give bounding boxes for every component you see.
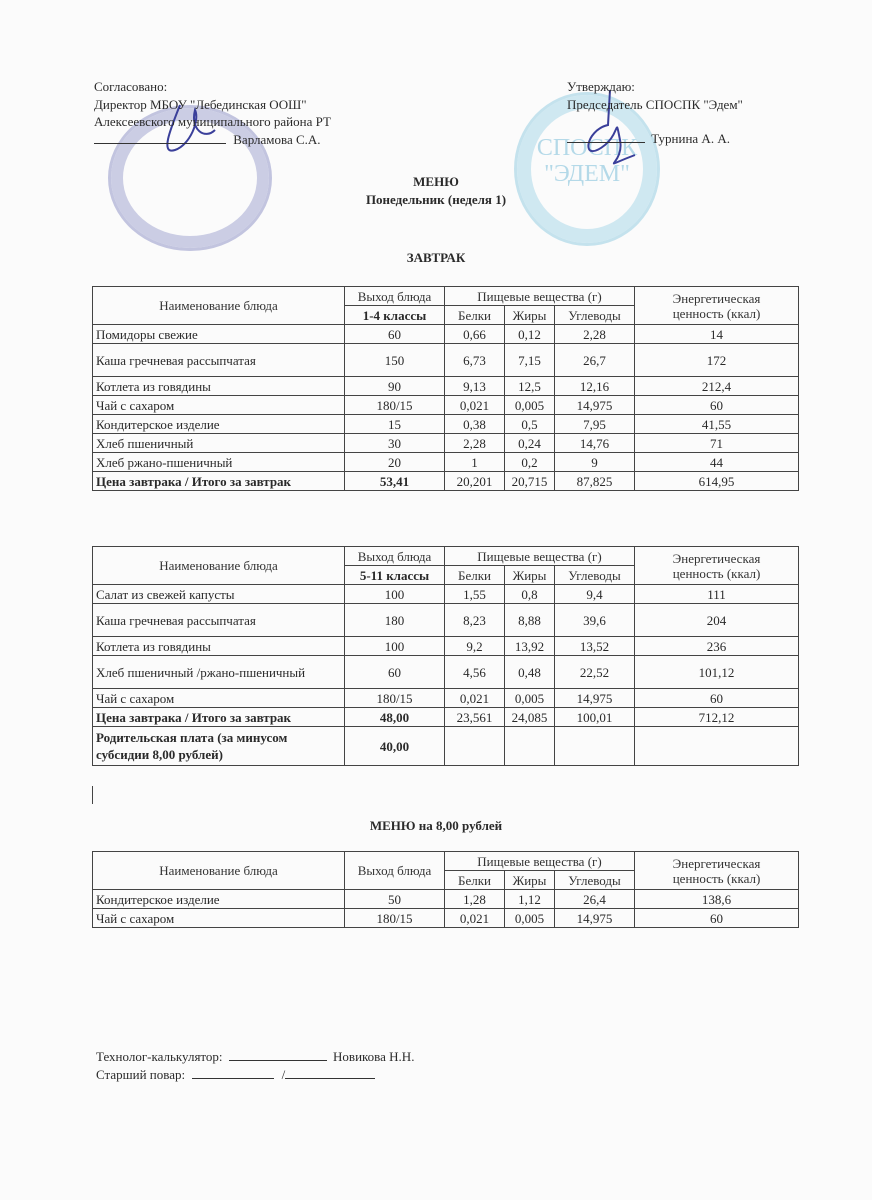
cell-name: Хлеб пшеничный (93, 434, 345, 453)
cell-carbs: 14,975 (555, 396, 635, 415)
cell-name: Чай с сахаром (93, 396, 345, 415)
cell-fat: 0,8 (505, 585, 555, 604)
header-fat: Жиры (505, 871, 555, 890)
header-yield: Выход блюда (345, 852, 445, 890)
table-row (93, 604, 799, 637)
cell-energy: 212,4 (635, 377, 799, 396)
cell-yield: 60 (345, 656, 445, 689)
cell-energy: 44 (635, 453, 799, 472)
table-row (93, 344, 799, 377)
section-title: ЗАВТРАК (406, 250, 466, 265)
cell-carbs: 12,16 (555, 377, 635, 396)
cell-energy: 41,55 (635, 415, 799, 434)
signature-blank (94, 131, 226, 144)
header-protein: Белки (445, 566, 505, 585)
header-carbs: Углеводы (555, 871, 635, 890)
approval-left-label: Согласовано: (94, 79, 168, 94)
cell-name: Чай с сахаром (93, 689, 345, 708)
approval-right-signatory: Турнина А. А. (651, 131, 730, 146)
header-nutrients: Пищевые вещества (г) (445, 287, 635, 306)
table-row (93, 689, 799, 708)
cell-carbs: 14,975 (555, 689, 635, 708)
footer-signatures (96, 1048, 414, 1083)
cell-fat: 0,2 (505, 453, 555, 472)
signature-blank (192, 1066, 274, 1079)
cell-yield: 15 (345, 415, 445, 434)
cell-yield: 180/15 (345, 396, 445, 415)
cell-carbs: 22,52 (555, 656, 635, 689)
total-price: 53,41 (345, 472, 445, 491)
cell-name: Каша гречневая рассыпчатая (93, 604, 345, 637)
total-protein: 23,561 (445, 708, 505, 727)
header-protein: Белки (445, 871, 505, 890)
total-carbs: 100,01 (555, 708, 635, 727)
header-nutrients: Пищевые вещества (г) (445, 547, 635, 566)
empty-cell (555, 727, 635, 766)
cell-fat: 0,5 (505, 415, 555, 434)
cell-name: Котлета из говядины (93, 377, 345, 396)
total-energy: 712,12 (635, 708, 799, 727)
menu-table-8-rub (92, 851, 799, 928)
cell-protein: 0,021 (445, 909, 505, 928)
cell-yield: 150 (345, 344, 445, 377)
cell-protein: 6,73 (445, 344, 505, 377)
header-yield: Выход блюда (345, 287, 445, 306)
cell-name: Салат из свежей капусты (93, 585, 345, 604)
header-energy: Энергетическая ценность (ккал) (635, 287, 799, 325)
cell-name: Хлеб пшеничный /ржано-пшеничный (93, 656, 345, 689)
cell-protein: 0,021 (445, 396, 505, 415)
menu-table-1-4 (92, 286, 799, 491)
approval-left-signatory: Варламова С.А. (233, 131, 321, 147)
edem-stamp-text: СПОСПК "ЭДЕМ" (536, 135, 638, 187)
approval-left-district: Алексеевского муниципального района РТ (94, 114, 331, 129)
cell-protein: 1,55 (445, 585, 505, 604)
table-header-row (93, 287, 799, 306)
cell-protein: 0,38 (445, 415, 505, 434)
cell-carbs: 9,4 (555, 585, 635, 604)
cell-yield: 180 (345, 604, 445, 637)
total-protein: 20,201 (445, 472, 505, 491)
cell-yield: 20 (345, 453, 445, 472)
cell-fat: 0,24 (505, 434, 555, 453)
cell-protein: 0,021 (445, 689, 505, 708)
cell-carbs: 14,975 (555, 909, 635, 928)
cell-fat: 0,48 (505, 656, 555, 689)
cell-yield: 30 (345, 434, 445, 453)
page-subtitle: Понедельник (неделя 1) (365, 192, 507, 207)
table-row (93, 325, 799, 344)
page-title: МЕНЮ (413, 174, 459, 189)
menu-table-5-11 (92, 546, 799, 766)
parent-fee-value: 40,00 (345, 727, 445, 766)
approval-right (567, 78, 743, 148)
header-fat: Жиры (505, 566, 555, 585)
total-fat: 24,085 (505, 708, 555, 727)
cell-fat: 0,005 (505, 396, 555, 415)
table-row (93, 585, 799, 604)
total-energy: 614,95 (635, 472, 799, 491)
table-header-row (93, 547, 799, 566)
header-group: 1-4 классы (345, 306, 445, 325)
cell-fat: 1,12 (505, 890, 555, 909)
cell-fat: 13,92 (505, 637, 555, 656)
technologist-name: Новикова Н.Н. (333, 1049, 415, 1064)
table-row (93, 396, 799, 415)
cell-name: Каша гречневая рассыпчатая (93, 344, 345, 377)
approval-left (94, 78, 331, 148)
cell-fat: 8,88 (505, 604, 555, 637)
header-nutrients: Пищевые вещества (г) (445, 852, 635, 871)
table-row (93, 656, 799, 689)
parent-fee-label: Родительская плата (за минусом субсидии 8,00 рублей) (93, 727, 345, 766)
chef-line (96, 1066, 414, 1084)
cell-energy: 71 (635, 434, 799, 453)
total-label: Цена завтрака / Итого за завтрак (93, 708, 345, 727)
header-carbs: Углеводы (555, 306, 635, 325)
total-fat: 20,715 (505, 472, 555, 491)
menu-8-title: МЕНЮ на 8,00 рублей (369, 818, 503, 833)
chef-label: Старший повар: (96, 1066, 186, 1082)
table-border-tail (92, 786, 93, 804)
cell-energy: 138,6 (635, 890, 799, 909)
cell-carbs: 39,6 (555, 604, 635, 637)
cell-energy: 60 (635, 396, 799, 415)
header-name: Наименование блюда (93, 547, 345, 585)
cell-protein: 9,2 (445, 637, 505, 656)
table-row (93, 637, 799, 656)
empty-cell (505, 727, 555, 766)
cell-fat: 7,15 (505, 344, 555, 377)
table-row (93, 377, 799, 396)
cell-yield: 180/15 (345, 689, 445, 708)
technologist-label: Технолог-калькулятор: (96, 1049, 223, 1064)
cell-protein: 1,28 (445, 890, 505, 909)
approval-left-position: Директор МБОУ "Лебединская ООШ" (94, 96, 307, 112)
cell-fat: 0,005 (505, 909, 555, 928)
header-energy: Энергетическая ценность (ккал) (635, 852, 799, 890)
header-name: Наименование блюда (93, 287, 345, 325)
cell-energy: 60 (635, 909, 799, 928)
approval-right-position: Председатель СПОСПК "Эдем" (567, 96, 743, 112)
header-energy: Энергетическая ценность (ккал) (635, 547, 799, 585)
cell-protein: 8,23 (445, 604, 505, 637)
total-carbs: 87,825 (555, 472, 635, 491)
cell-yield: 60 (345, 325, 445, 344)
table-row (93, 434, 799, 453)
cell-name: Кондитерское изделие (93, 890, 345, 909)
table-row (93, 415, 799, 434)
total-price: 48,00 (345, 708, 445, 727)
cell-carbs: 7,95 (555, 415, 635, 434)
cell-energy: 111 (635, 585, 799, 604)
cell-yield: 100 (345, 585, 445, 604)
cell-carbs: 26,4 (555, 890, 635, 909)
table-total-row (93, 708, 799, 727)
cell-energy: 204 (635, 604, 799, 637)
cell-yield: 100 (345, 637, 445, 656)
header-protein: Белки (445, 306, 505, 325)
header-yield: Выход блюда (345, 547, 445, 566)
cell-carbs: 2,28 (555, 325, 635, 344)
cell-fat: 12,5 (505, 377, 555, 396)
table-header-row (93, 852, 799, 871)
approval-right-label: Утверждаю: (567, 79, 635, 94)
cell-carbs: 9 (555, 453, 635, 472)
cell-name: Хлеб ржано-пшеничный (93, 453, 345, 472)
signature-blank (229, 1048, 327, 1061)
table-total-row (93, 472, 799, 491)
cell-energy: 172 (635, 344, 799, 377)
empty-cell (445, 727, 505, 766)
approval-right-signature-line (567, 130, 743, 148)
empty-cell (635, 727, 799, 766)
table-row (93, 890, 799, 909)
cell-fat: 0,005 (505, 689, 555, 708)
cell-protein: 2,28 (445, 434, 505, 453)
cell-fat: 0,12 (505, 325, 555, 344)
signature-blank (567, 130, 645, 143)
cell-name: Кондитерское изделие (93, 415, 345, 434)
header-group: 5-11 классы (345, 566, 445, 585)
header-fat: Жиры (505, 306, 555, 325)
cell-yield: 180/15 (345, 909, 445, 928)
cell-name: Помидоры свежие (93, 325, 345, 344)
cell-carbs: 26,7 (555, 344, 635, 377)
signature-blank (285, 1066, 375, 1079)
cell-protein: 1 (445, 453, 505, 472)
cell-carbs: 14,76 (555, 434, 635, 453)
cell-energy: 60 (635, 689, 799, 708)
table-row (93, 909, 799, 928)
cell-carbs: 13,52 (555, 637, 635, 656)
cell-yield: 50 (345, 890, 445, 909)
cell-name: Чай с сахаром (93, 909, 345, 928)
cell-energy: 101,12 (635, 656, 799, 689)
cell-protein: 0,66 (445, 325, 505, 344)
cell-energy: 236 (635, 637, 799, 656)
cell-energy: 14 (635, 325, 799, 344)
approval-left-signature-line (94, 131, 331, 149)
chef-separator: / (281, 1066, 286, 1082)
parent-fee-row (93, 727, 799, 766)
cell-protein: 9,13 (445, 377, 505, 396)
cell-protein: 4,56 (445, 656, 505, 689)
cell-yield: 90 (345, 377, 445, 396)
cell-name: Котлета из говядины (93, 637, 345, 656)
header-name: Наименование блюда (93, 852, 345, 890)
header-carbs: Углеводы (555, 566, 635, 585)
technologist-line (96, 1048, 414, 1066)
table-row (93, 453, 799, 472)
total-label: Цена завтрака / Итого за завтрак (93, 472, 345, 491)
